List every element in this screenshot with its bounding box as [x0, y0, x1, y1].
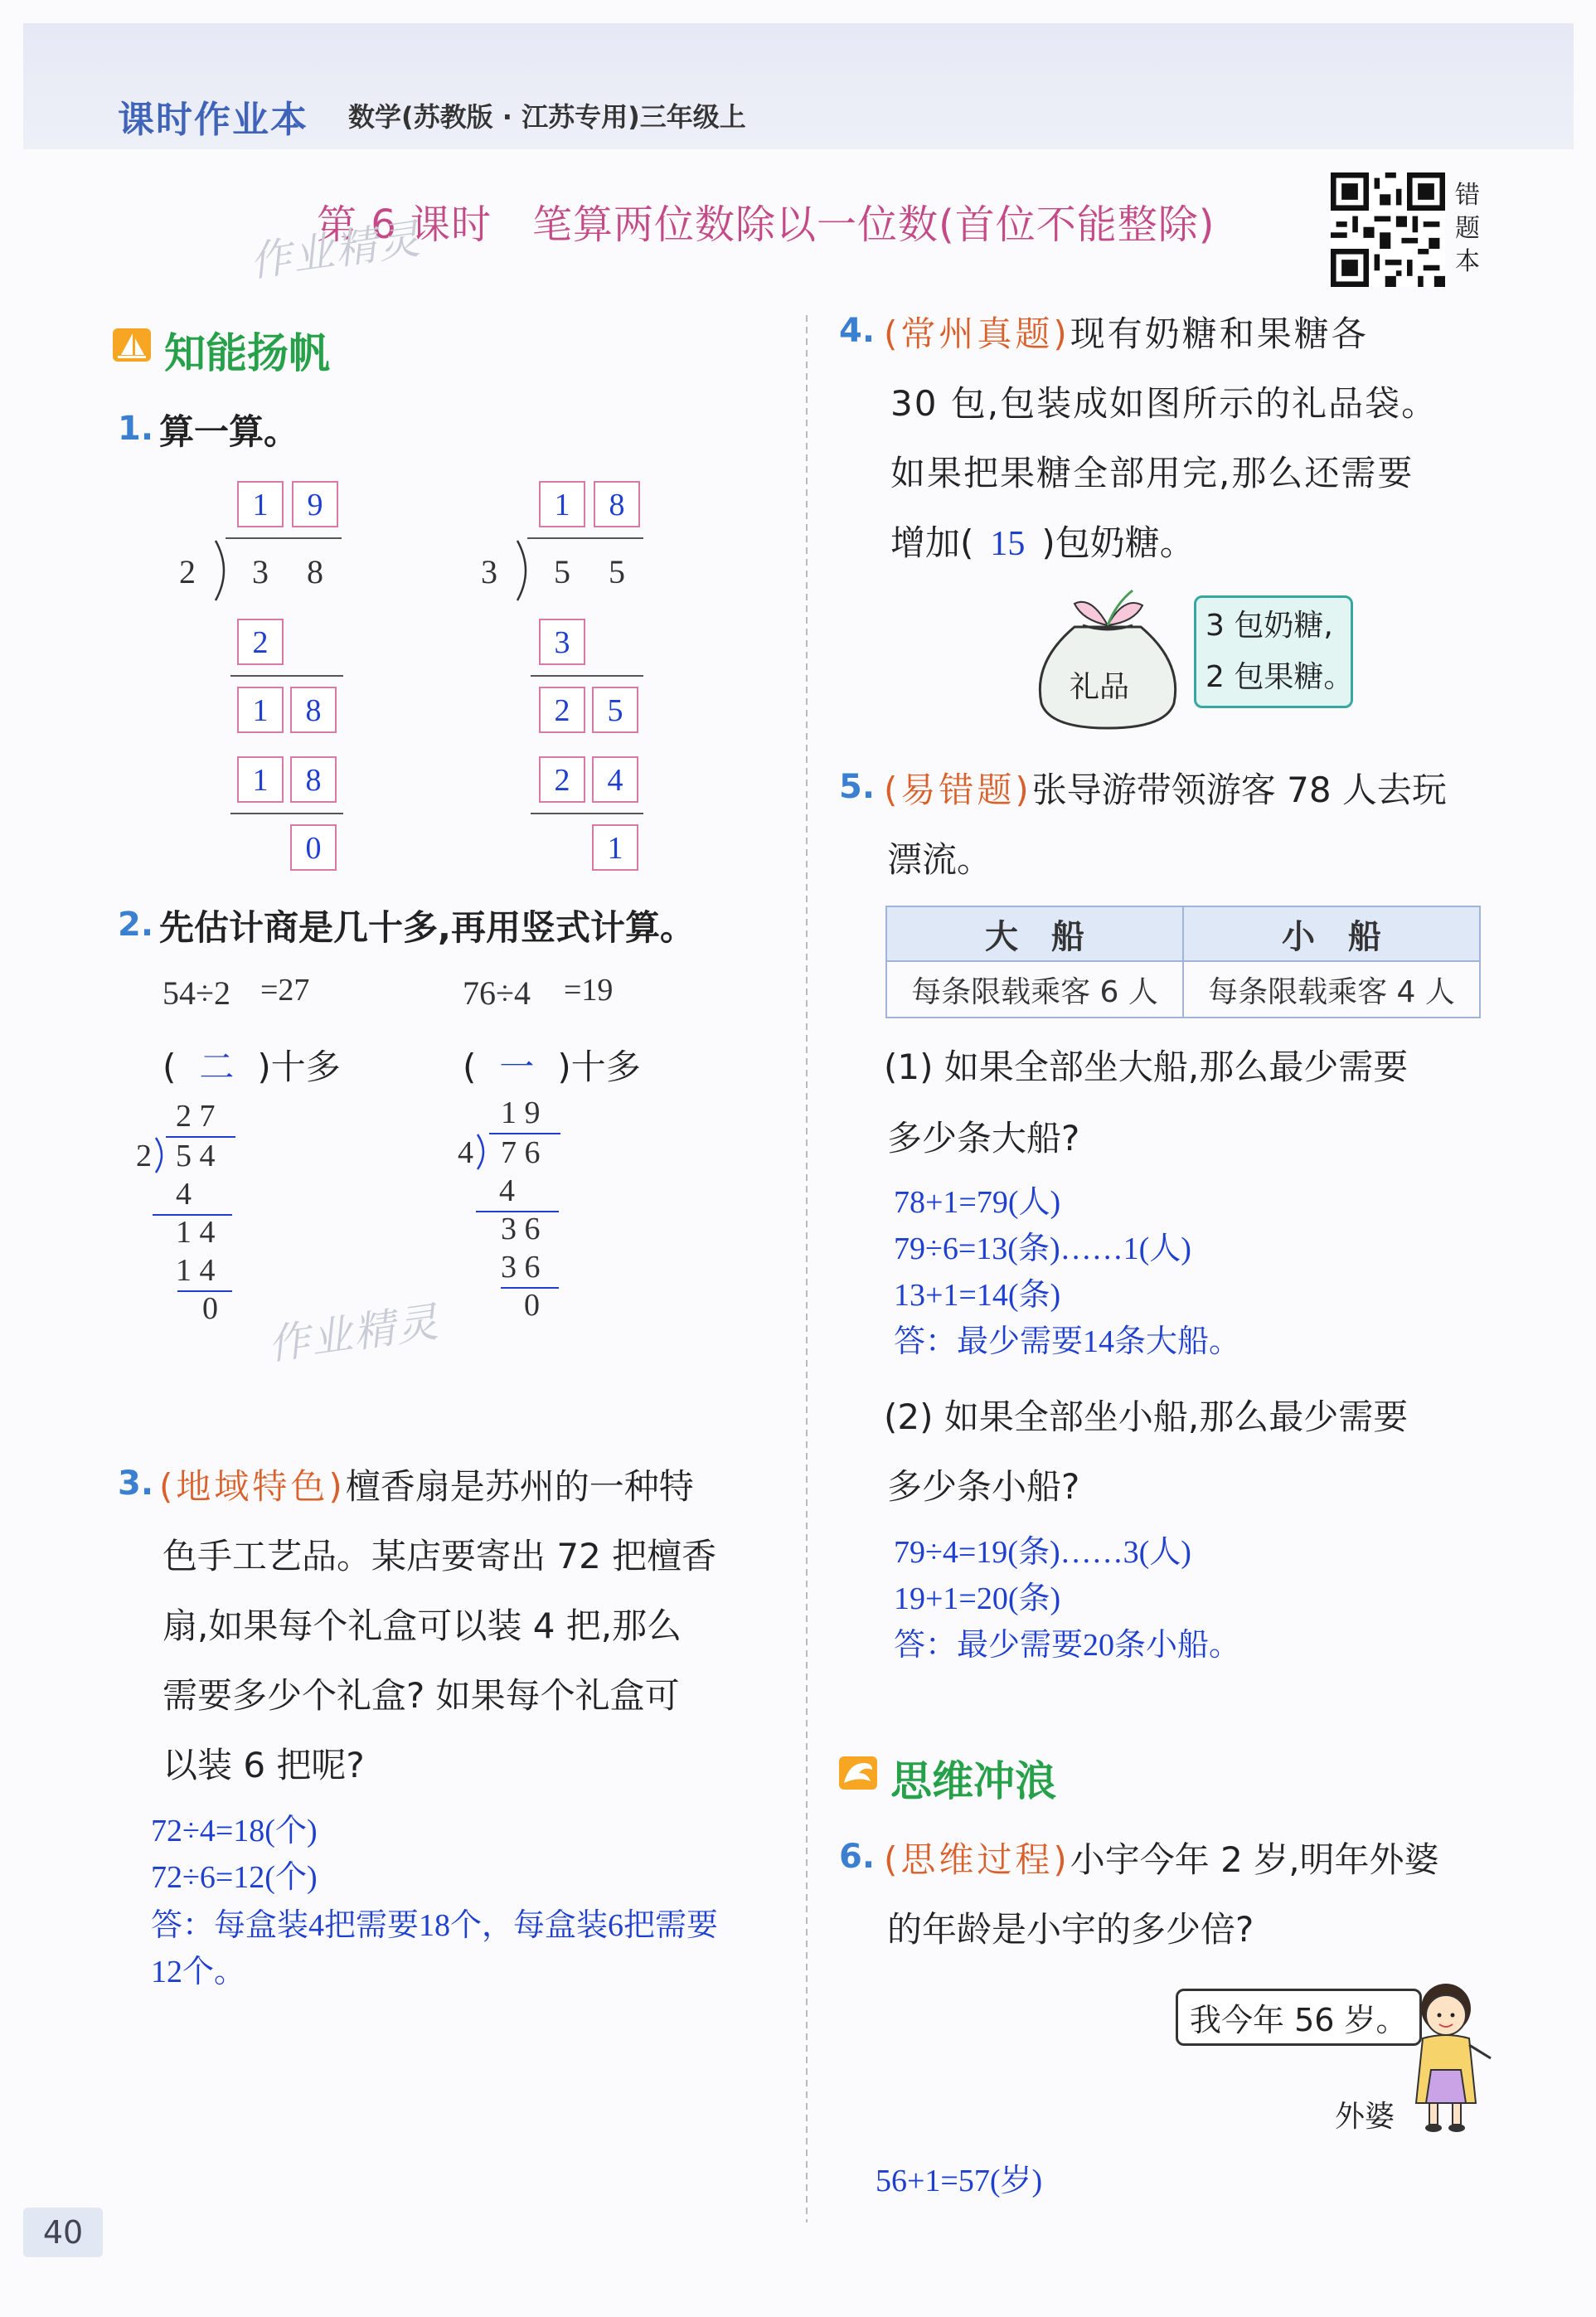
division-rule — [531, 675, 643, 677]
question-number: 2. — [118, 906, 154, 944]
question-line: (思维过程)小宇今年 2 岁,明年外婆 — [884, 1839, 1439, 1880]
answer-box[interactable]: 1 — [539, 481, 585, 527]
dividend-digit: 8 — [307, 553, 323, 590]
vertical-remainder[interactable]: 0 — [524, 1288, 540, 1323]
answer-line[interactable]: 12个。 — [151, 1955, 246, 1989]
answer-box[interactable]: 8 — [290, 756, 337, 803]
answer-box[interactable]: 5 — [592, 687, 638, 733]
answer-line[interactable]: 13+1=14(条) — [894, 1278, 1061, 1313]
answer-line[interactable]: 答：每盒装4把需要18个，每盒装6把需要 — [151, 1908, 719, 1943]
dividend-digit: 5 — [609, 553, 625, 590]
division-bracket — [154, 1136, 169, 1174]
dividend-digit: 5 — [554, 553, 570, 590]
answer-line[interactable]: 79÷6=13(条)……1(人) — [894, 1231, 1191, 1266]
question-text: 先估计商是几十多,再用竖式计算。 — [159, 907, 695, 948]
subject-title: 数学(苏教版 · 江苏专用)三年级上 — [348, 101, 746, 133]
division-bracket — [476, 1133, 491, 1171]
boat-table — [885, 906, 1481, 1018]
table-header: 小 船 — [1183, 906, 1480, 961]
division-rule — [531, 813, 643, 814]
table-header: 大 船 — [886, 906, 1183, 961]
blank-answer[interactable]: 15 — [990, 525, 1026, 563]
table-cell: 每条限载乘客 6 人 — [886, 961, 1183, 1018]
vertical-step[interactable]: 4 — [499, 1173, 515, 1208]
vertical-step[interactable]: 4 — [176, 1177, 192, 1212]
question-line: 的年龄是小宇的多少倍? — [887, 1909, 1254, 1950]
question-line: 以装 6 把呢? — [163, 1745, 365, 1785]
answer-line[interactable]: 答：最少需要14条大船。 — [894, 1324, 1241, 1359]
question-number: 3. — [118, 1465, 154, 1503]
gift-note-line: 3 包奶糖, — [1205, 609, 1333, 643]
vertical-divisor[interactable]: 2 — [136, 1139, 152, 1173]
answer-box[interactable]: 1 — [237, 756, 284, 803]
answer-box[interactable]: 4 — [592, 756, 638, 803]
vertical-step[interactable]: 1 4 — [176, 1215, 216, 1250]
brand-title: 课时作业本 — [118, 99, 308, 141]
estimate-answer[interactable]: 二 — [199, 1049, 235, 1087]
expression-answer[interactable]: =27 — [260, 973, 310, 1008]
section-title-siwei: 思维冲浪 — [890, 1757, 1056, 1805]
answer-box[interactable]: 1 — [237, 687, 284, 733]
estimate-answer[interactable]: 一 — [499, 1049, 535, 1087]
question-line: 30 包,包装成如图所示的礼品袋。 — [890, 383, 1438, 424]
question-number: 5. — [839, 768, 876, 806]
gift-note-line: 2 包果糖。 — [1205, 660, 1354, 694]
vertical-remainder[interactable]: 0 — [202, 1291, 218, 1326]
question-tag: (地域特色) — [159, 1466, 346, 1507]
question-line: 如果把果糖全部用完,那么还需要 — [890, 453, 1414, 493]
sub-question-line: (1) 如果全部坐大船,那么最少需要 — [884, 1047, 1409, 1087]
answer-box[interactable]: 2 — [539, 687, 585, 733]
answer-box[interactable]: 2 — [237, 619, 284, 665]
answer-line[interactable]: 72÷6=12(个) — [151, 1860, 318, 1895]
question-line: 色手工艺品。某店要寄出 72 把檀香 — [163, 1536, 717, 1576]
column-divider — [806, 315, 808, 2222]
question-number: 6. — [839, 1838, 876, 1876]
sail-icon — [113, 328, 151, 362]
dividend-digit: 3 — [252, 553, 269, 590]
question-line: (易错题)张导游带领游客 78 人去玩 — [884, 770, 1447, 810]
answer-box[interactable]: 1 — [237, 481, 284, 527]
gift-bag-label: 礼品 — [1070, 670, 1130, 704]
qr-label: 错题本 — [1455, 181, 1480, 276]
expression: 76÷4 — [463, 974, 531, 1012]
division-bar — [226, 537, 342, 539]
sub-question-line: 多少条大船? — [887, 1118, 1080, 1158]
answer-box[interactable]: 8 — [594, 481, 640, 527]
estimate-line: ( 一 )十多 — [463, 1047, 641, 1087]
vertical-step[interactable]: 3 6 — [501, 1212, 541, 1246]
vertical-quotient[interactable]: 1 9 — [501, 1095, 541, 1130]
divisor: 3 — [481, 553, 497, 590]
watermark: 作业精灵 — [264, 1297, 443, 1370]
qr-code-icon[interactable] — [1331, 172, 1445, 287]
question-line: (常州真题)现有奶糖和果糖各 — [884, 313, 1369, 354]
sub-question-line: 多少条小船? — [887, 1466, 1080, 1507]
question-tag: (易错题) — [884, 770, 1032, 810]
question-number: 1. — [118, 410, 154, 448]
division-bracket — [516, 539, 536, 602]
answer-box[interactable]: 1 — [592, 824, 638, 871]
vertical-divisor[interactable]: 4 — [458, 1135, 473, 1170]
question-tag: (常州真题) — [884, 313, 1070, 354]
question-text: 算一算。 — [159, 411, 299, 452]
lesson-title: 第 6 课时 笔算两位数除以一位数(首位不能整除) — [317, 202, 1215, 248]
sub-question-line: (2) 如果全部坐小船,那么最少需要 — [884, 1397, 1409, 1437]
grandma-label: 外婆 — [1335, 2100, 1395, 2134]
division-rule — [230, 675, 343, 677]
division-bracket — [214, 539, 234, 602]
answer-box[interactable]: 9 — [292, 481, 338, 527]
vertical-step[interactable]: 1 4 — [176, 1253, 216, 1288]
answer-line[interactable]: 79÷4=19(条)……3(人) — [894, 1535, 1191, 1570]
vertical-dividend[interactable]: 5 4 — [176, 1139, 216, 1173]
answer-box[interactable]: 8 — [290, 687, 337, 733]
answer-line[interactable]: 19+1=20(条) — [894, 1581, 1061, 1616]
expression: 54÷2 — [163, 974, 230, 1012]
page-number: 40 — [23, 2208, 103, 2257]
watermark: 作业精灵 — [246, 214, 424, 287]
division-bar — [527, 537, 643, 539]
question-line: 增加( 15 )包奶糖。 — [890, 522, 1195, 563]
gift-bag-icon — [1025, 587, 1191, 730]
question-tag: (思维过程) — [884, 1839, 1070, 1880]
question-line: 需要多少个礼盒? 如果每个礼盒可 — [163, 1675, 680, 1716]
answer-box[interactable]: 3 — [539, 619, 585, 665]
answer-box[interactable]: 2 — [539, 756, 585, 803]
answer-line[interactable]: 答：最少需要20条小船。 — [894, 1628, 1241, 1663]
question-line: 扇,如果每个礼盒可以装 4 把,那么 — [163, 1605, 682, 1646]
speech-bubble: 我今年 56 岁。 — [1176, 1989, 1422, 2046]
vertical-step[interactable]: 3 6 — [501, 1250, 541, 1285]
question-line: (地域特色)檀香扇是苏州的一种特 — [159, 1466, 694, 1507]
division-rule — [230, 813, 343, 814]
divisor: 2 — [179, 553, 196, 590]
vertical-dividend[interactable]: 7 6 — [501, 1135, 541, 1170]
wave-icon — [839, 1756, 877, 1790]
answer-line[interactable]: 78+1=79(人) — [894, 1185, 1061, 1220]
answer-line[interactable]: 56+1=57(岁) — [876, 2164, 1043, 2198]
question-line: 漂流。 — [887, 839, 992, 880]
section-title-zhineng: 知能扬帆 — [164, 329, 330, 377]
expression-answer[interactable]: =19 — [564, 973, 614, 1008]
estimate-line: ( 二 )十多 — [163, 1047, 341, 1087]
answer-line[interactable]: 72÷4=18(个) — [151, 1814, 318, 1848]
answer-box[interactable]: 0 — [290, 824, 337, 871]
table-cell: 每条限载乘客 4 人 — [1183, 961, 1480, 1018]
vertical-quotient[interactable]: 2 7 — [176, 1099, 216, 1134]
grandma-icon — [1398, 1979, 1501, 2133]
question-number: 4. — [839, 312, 876, 350]
